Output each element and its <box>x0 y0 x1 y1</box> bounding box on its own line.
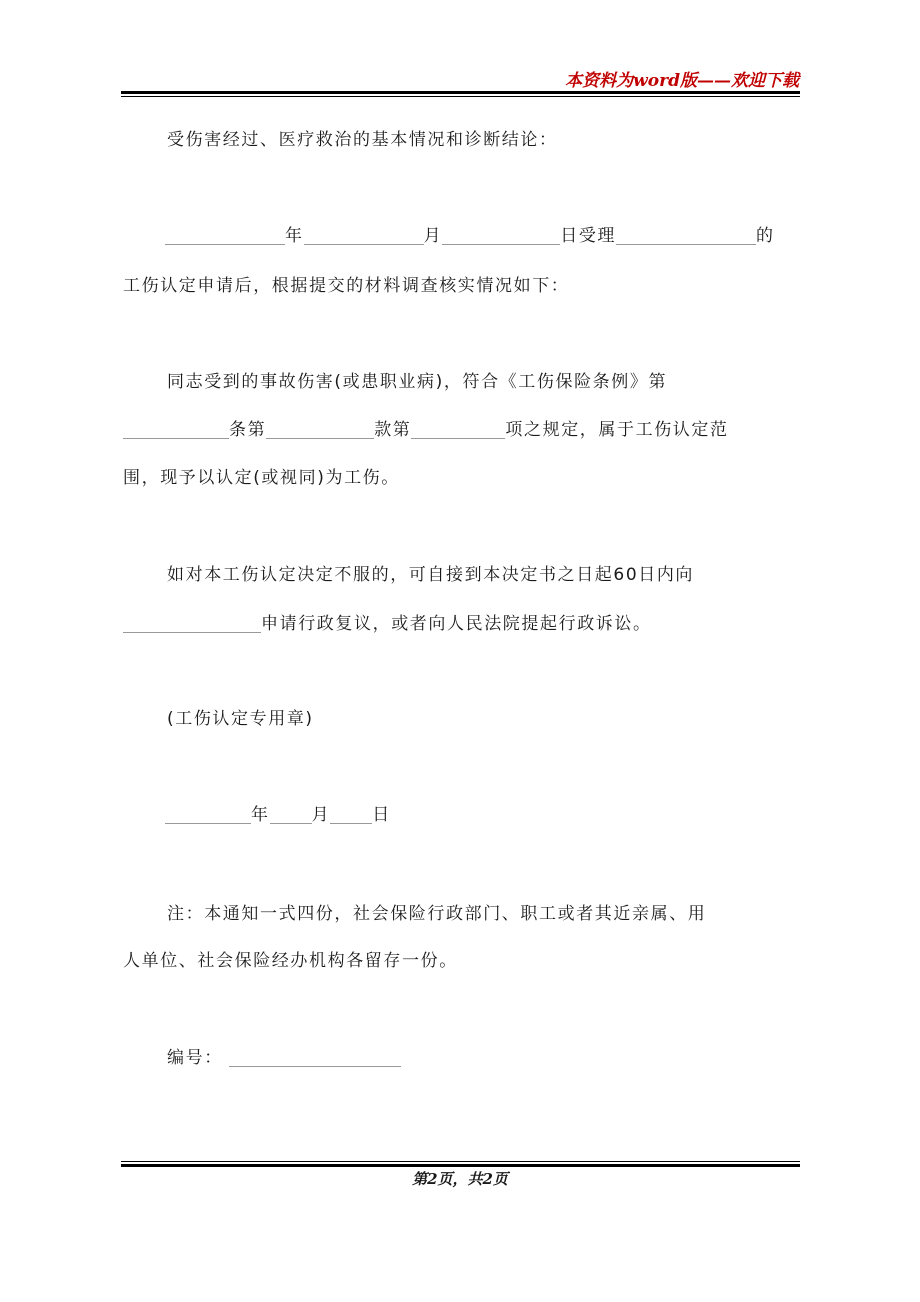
year-label: 年 <box>285 226 304 246</box>
date-day-label: 日 <box>372 805 391 825</box>
review-agency-blank[interactable] <box>123 631 261 633</box>
ruling-line-3: 围，现予以认定(或视同)为工伤。 <box>123 468 400 488</box>
item-label: 项之规定，属于工伤认定范 <box>505 420 729 440</box>
ruling-line-1: 同志受到的事故伤害(或患职业病)，符合《工伤保险条例》第 <box>167 372 668 392</box>
seal-label: (工伤认定专用章) <box>167 709 314 729</box>
header-rule <box>121 91 800 97</box>
day-blank[interactable] <box>442 243 560 245</box>
paragraph-blank[interactable] <box>266 437 374 439</box>
paragraph-label: 款第 <box>374 420 412 440</box>
date-day-blank[interactable] <box>330 822 372 824</box>
page-number: 第2页，共2页 <box>412 1170 508 1188</box>
date-line <box>165 803 843 827</box>
date-year-label: 年 <box>251 805 270 825</box>
ruling-line-2 <box>123 418 801 442</box>
appeal-text: 申请行政复议，或者向人民法院提起行政诉讼。 <box>261 614 652 634</box>
number-label: 编号： <box>167 1048 223 1068</box>
date-month-label: 月 <box>311 805 331 825</box>
header-banner: 本资料为word版——欢迎下载 <box>565 71 799 91</box>
appeal-line-2 <box>123 612 801 636</box>
date-year-blank[interactable] <box>165 822 251 824</box>
de-label: 的 <box>756 226 775 246</box>
number-line <box>167 1046 845 1070</box>
day-accept-label: 日受理 <box>560 226 617 246</box>
applicant-blank[interactable] <box>616 243 756 245</box>
number-blank[interactable] <box>229 1065 401 1067</box>
month-blank[interactable] <box>304 243 424 245</box>
year-blank[interactable] <box>165 243 285 245</box>
article-label: 条第 <box>229 420 267 440</box>
injury-heading: 受伤害经过、医疗救治的基本情况和诊断结论： <box>167 130 558 150</box>
acceptance-line-2: 工伤认定申请后，根据提交的材料调查核实情况如下： <box>123 276 570 296</box>
note-line-2: 人单位、社会保险经办机构各留存一份。 <box>123 951 458 971</box>
appeal-line-1: 如对本工伤认定决定不服的，可自接到本决定书之日起60日内向 <box>167 565 695 585</box>
month-label: 月 <box>423 226 443 246</box>
item-blank[interactable] <box>411 437 505 439</box>
date-month-blank[interactable] <box>270 822 312 824</box>
article-blank[interactable] <box>123 437 229 439</box>
footer-rule <box>121 1161 800 1167</box>
note-line-1: 注：本通知一式四份，社会保险行政部门、职工或者其近亲属、用 <box>167 904 707 924</box>
acceptance-line-1 <box>165 224 843 248</box>
